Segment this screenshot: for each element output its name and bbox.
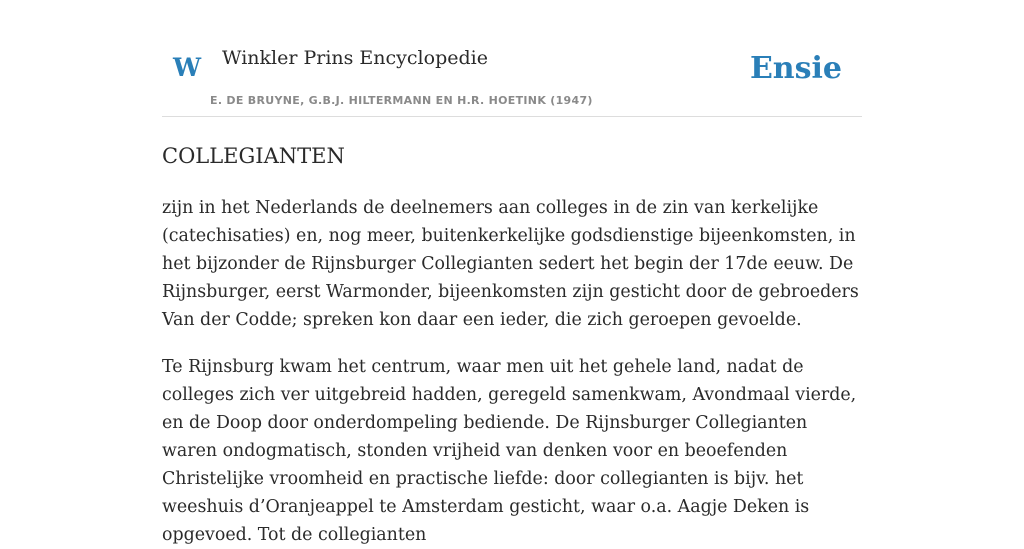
winkler-prins-logo-icon[interactable]: W: [173, 53, 202, 82]
page: [162, 0, 862, 549]
article-headword: COLLEGIANTEN: [162, 144, 345, 168]
article-body: [162, 194, 862, 549]
source-header: [162, 0, 862, 117]
source-title[interactable]: Winkler Prins Encyclopedie: [222, 47, 488, 69]
article-paragraph: zijn in het Nederlands de deelnemers aan colleges in de zin van kerkelijke (catechisaties) en, nog meer, buitenkerkelijke godsdienstige bijeenkomsten, in het bijzonder de Rijnsburger Collegianten sedert het begin der 17de eeuw. De Rijnsburger, eerst Warmonder, bijeenkomsten zijn gesticht door de gebroeders Van der Codde; spreken kon daar een ieder, die zich geroepen gevoelde.: [162, 198, 859, 330]
ensie-brand-logo[interactable]: Ensie: [749, 51, 842, 86]
source-authors: E. DE BRUYNE, G.B.J. HILTERMANN EN H.R. HOETINK (1947): [210, 94, 593, 107]
article-paragraph: Te Rijnsburg kwam het centrum, waar men uit het gehele land, nadat de colleges zich ver uitgebreid hadden, geregeld samenkwam, Avondmaal vierde, en de Doop door onderdompeling bediende. De Rijnsburger Collegianten waren ondogmatisch, stonden vrijheid van denken voor en beoefenden Christelijke vroomheid en practische liefde: door collegianten is bijv. het weeshuis d’Oranjeappel te Amsterdam gesticht, waar o.a. Aagje Deken is opgevoed. Tot de collegianten: [162, 357, 857, 545]
